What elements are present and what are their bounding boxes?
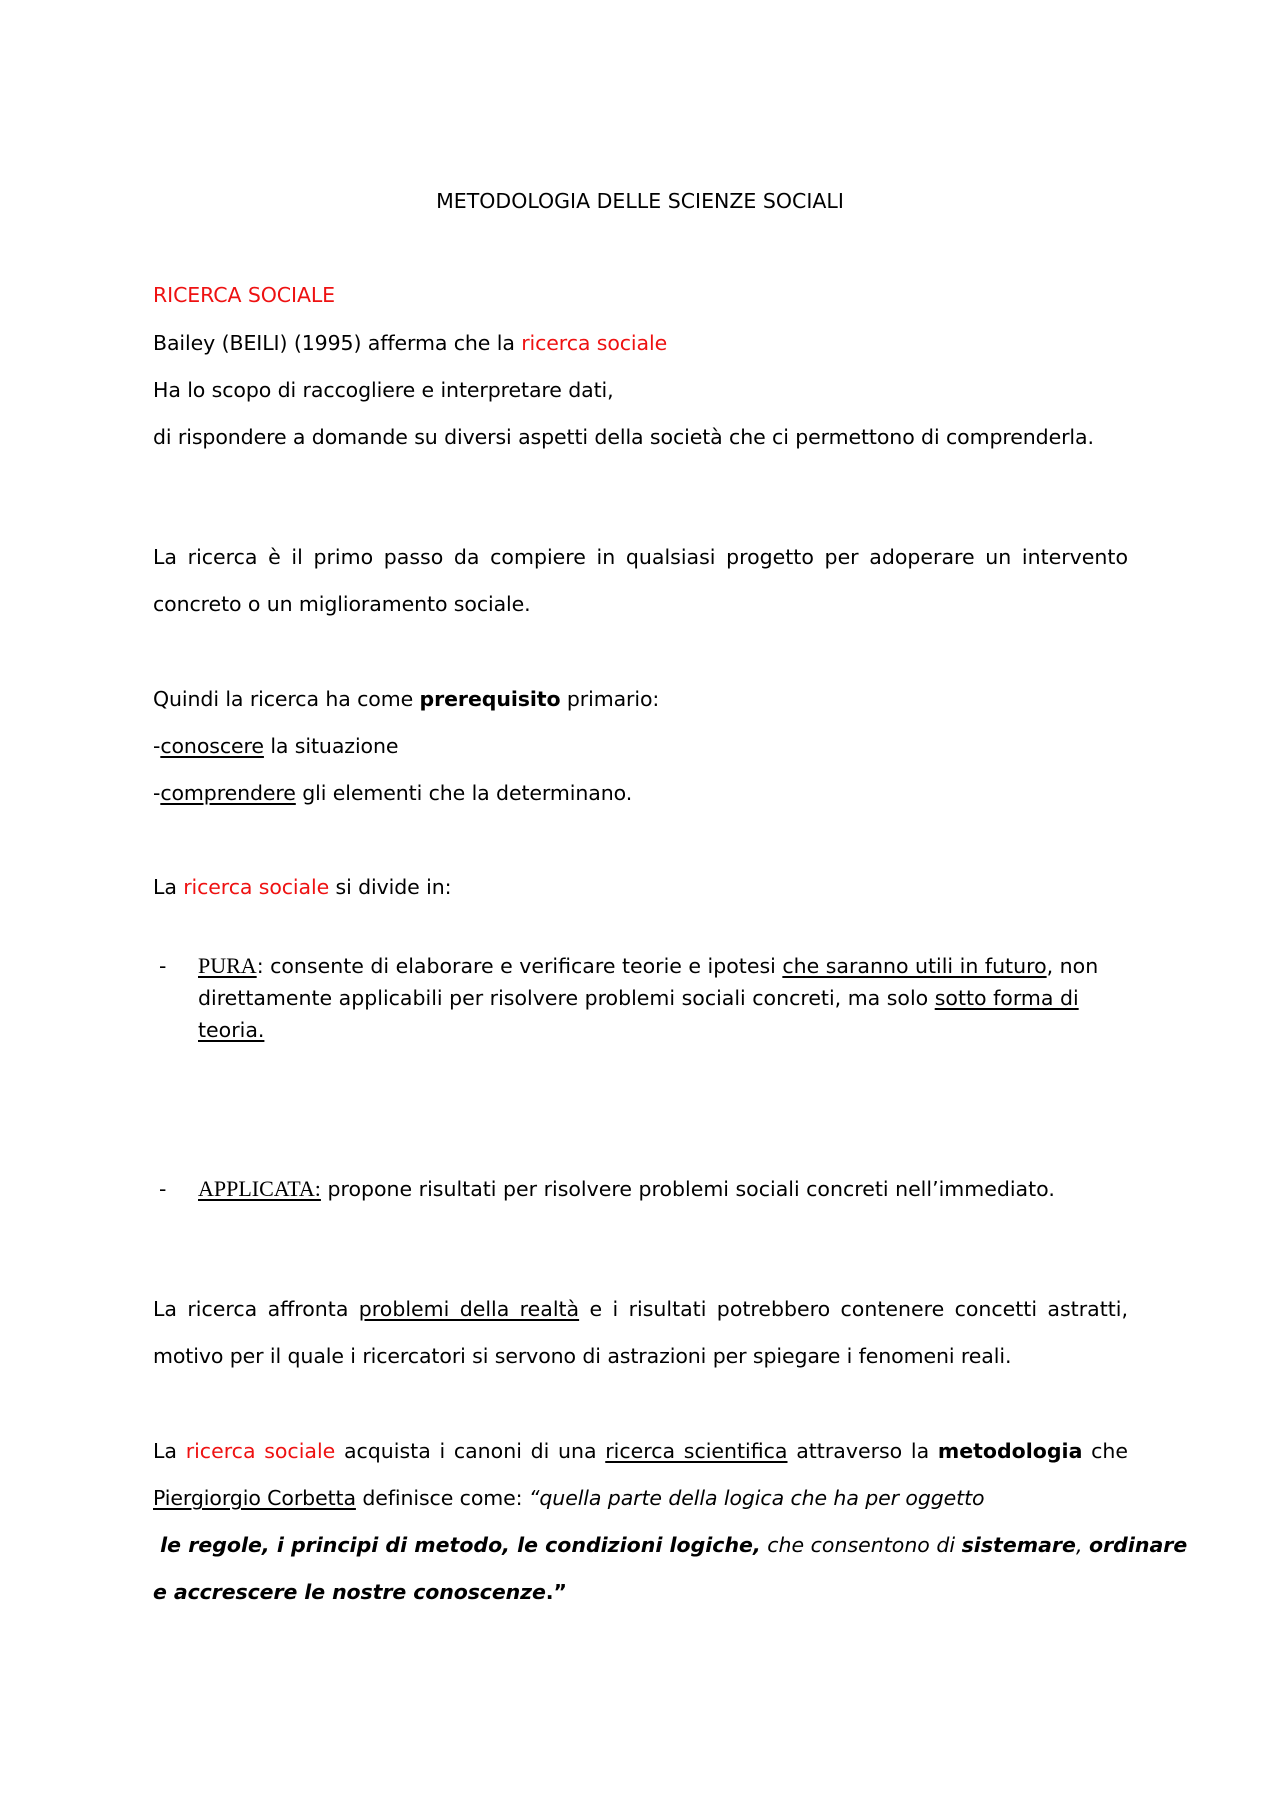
quote-bold: sistemare [961, 1533, 1076, 1557]
para1-line-2: concreto o un miglioramento sociale. [153, 592, 531, 616]
underlined-term: comprendere [160, 781, 296, 805]
bullet-applicata [198, 1173, 1128, 1205]
para3-line-2 [153, 1484, 984, 1512]
para1-line-1: La ricerca è il primo passo da compiere in qualsiasi progetto per adoperare un intervento [153, 545, 1128, 569]
quote-text: , [1075, 1533, 1089, 1557]
para-text: definisce come: [355, 1486, 529, 1510]
prereq-text: primario: [560, 687, 660, 711]
quote-bold: e accrescere le nostre conoscenze [153, 1580, 546, 1604]
bullet-text: propone risultati per risolvere problemi sociali concreti nell’immediato. [320, 1177, 1055, 1201]
quote-bold: ordinare [1088, 1533, 1188, 1557]
underlined-phrase: sotto forma di teoria. [198, 986, 1079, 1042]
para-text: che [1082, 1439, 1128, 1463]
quote-end: .” [545, 1580, 567, 1604]
underlined-phrase: che saranno utili in futuro [782, 954, 1047, 978]
prereq-text: gli elementi che la determinano. [295, 781, 633, 805]
underlined-phrase: problemi della realtà [358, 1297, 580, 1321]
quote-bold: le regole, i principi di metodo, le condizioni logiche, [153, 1533, 761, 1557]
intro-text: Bailey (BEILI) (1995) afferma che la [153, 331, 522, 355]
quote-text: che consentono di [760, 1533, 962, 1557]
para3-line-3 [153, 1531, 1188, 1559]
prereq-line-1 [153, 685, 659, 713]
bullet-text: , non direttamente applicabili per risolvere problemi sociali concreti, ma solo [198, 954, 1099, 1010]
para-text: acquista i canoni di una [335, 1439, 606, 1463]
page-title: METODOLOGIA DELLE SCIENZE SOCIALI [436, 189, 844, 213]
divide-text: si divide in: [329, 875, 452, 899]
prereq-text: la situazione [263, 734, 399, 758]
divide-text: La [153, 875, 184, 899]
bullet-dash: - [159, 954, 167, 978]
prereq-bold: prerequisito [419, 687, 561, 711]
highlight-term: ricerca sociale [185, 1439, 336, 1463]
prereq-line-2 [153, 732, 398, 760]
highlight-term: ricerca sociale [183, 875, 330, 899]
para-text: attraverso la [787, 1439, 938, 1463]
quote-text: “quella parte della logica che ha per oggetto [528, 1486, 985, 1510]
para-text: La [153, 1439, 186, 1463]
section-heading: RICERCA SOCIALE [153, 283, 336, 307]
bullet-pura [198, 950, 1128, 1046]
para2-line-1 [153, 1295, 1128, 1323]
dash: - [153, 734, 161, 758]
para3-line-1 [153, 1437, 1128, 1465]
underlined-phrase: ricerca scientifica [605, 1439, 788, 1463]
divide-line [153, 873, 451, 901]
intro-line-1 [153, 329, 667, 357]
para-text: e i risultati potrebbero contenere concetti astratti, [579, 1297, 1128, 1321]
dash: - [153, 781, 161, 805]
bullet-dash: - [159, 1177, 167, 1201]
highlight-term: ricerca sociale [521, 331, 668, 355]
bullet-label: PURA [198, 953, 257, 978]
bold-term: metodologia [937, 1439, 1083, 1463]
para3-line-4 [153, 1578, 567, 1606]
bullet-text: : consente di elaborare e verificare teorie e ipotesi [256, 954, 783, 978]
intro-line-2: Ha lo scopo di raccogliere e interpretare dati, [153, 378, 614, 402]
para-text: La ricerca affronta [153, 1297, 359, 1321]
prereq-text: Quindi la ricerca ha come [153, 687, 420, 711]
para2-line-2: motivo per il quale i ricercatori si servono di astrazioni per spiegare i fenomeni reali. [153, 1344, 1012, 1368]
author-name: Piergiorgio Corbetta [153, 1486, 356, 1510]
intro-line-3: di rispondere a domande su diversi aspetti della società che ci permettono di comprenderla. [153, 425, 1094, 449]
bullet-label: APPLICATA: [198, 1176, 321, 1201]
prereq-line-3 [153, 779, 632, 807]
underlined-term: conoscere [160, 734, 264, 758]
